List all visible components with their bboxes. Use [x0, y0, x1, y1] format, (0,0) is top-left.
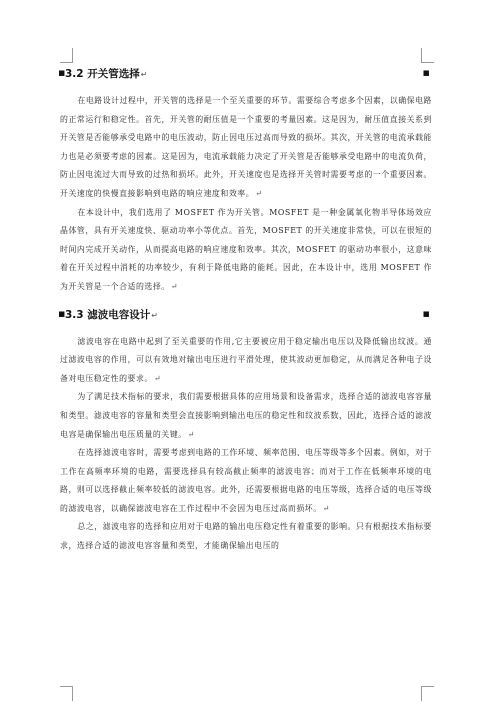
paragraph-mark-icon: ↵ [151, 310, 158, 320]
heading-bullet-icon: ▪ [58, 306, 66, 320]
paragraph-mark-icon: ↵ [140, 70, 148, 79]
heading-bullet-icon: ▪ [422, 306, 430, 320]
paragraph-text: 为了满足技术指标的要求，我们需要根据具体的应用场景和设备需求，选择合适的滤波电容容量和类型。滤波电容的容量和类型会直接影响到输出电压的稳定性和纹波系数，因此，选择合适的滤波电容是确保输出电压质量的关键。 [60, 392, 432, 439]
paragraph-text: 在电路设计过程中，开关管的选择是一个至关重要的环节。需要综合考虑多个因素，以确保电路的正常运行和稳定性。首先，开关管的耐压值是一个重要的考量因素。这是因为，耐压值直接关系到开关管是否能够承受电路中的电压波动，防止因电压过高而导致的损坏。其次，开关管的电流承载能力也是必须要考虑的因素。这是因为，电流承载能力决定了开关管是否能够承受电路中的电流负荷，防止因电流过大而导致的过热和损坏。此外，开关速度也是选择开关管时需要考虑的一个重要因素。开关速度的快慢直接影响到电路的响应速度和效率。 [60, 96, 432, 198]
paragraph-text: 在选择滤波电容时，需要考虑到电路的工作环境、频率范围、电压等级等多个因素。例如，对于工作在高频率环境的电路，需要选择具有较高截止频率的滤波电容；而对于工作在低频率环境的电路，则可以选择截止频率较低的滤波电容。此外，还需要根据电路的电压等级，选择合适的电压等级的滤波电容，以确保滤波电容在工作过程中不会因为电压过高而损坏。 [60, 448, 432, 513]
section-number: 3.3 [65, 308, 84, 321]
paragraph-text: 在本设计中，我们选用了 MOSFET 作为开关管。MOSFET 是一种金属氧化物半导体场效应晶体管，具有开关速度快、驱动功率小等优点。首先，MOSFET 的开关速度非常快，可以在很短的时间内完成开关动作，从而提高电路的响应速度和效率。其次，MOSFET 的驱动功率很小，这意味着在开关过程中消耗的功率较少，有利于降低电路的能耗。因此，在本设计中，选用 MOSFET 作为开关管是一个合适的选择。 [60, 207, 432, 291]
crop-mark-bottom-left [60, 686, 73, 701]
section-heading-3-2[interactable] [60, 66, 432, 82]
section-title: 开关管选择 [87, 68, 140, 80]
paragraph-mark-icon: ↵ [187, 429, 195, 439]
section-number: 3.2 [65, 68, 84, 80]
body-paragraph[interactable] [60, 333, 432, 389]
body-paragraph[interactable] [60, 444, 432, 518]
paragraph-mark-icon: ↵ [255, 188, 263, 198]
heading-bullet-icon: ▪ [422, 66, 430, 79]
body-paragraph[interactable] [60, 204, 432, 297]
paragraph-mark-icon: ↵ [322, 503, 330, 513]
paragraph-mark-icon: ↵ [153, 373, 162, 383]
heading-bullet-icon: ▪ [58, 66, 66, 79]
body-paragraph[interactable] [60, 388, 432, 444]
crop-mark-bottom-right [421, 686, 434, 701]
paragraph-text: 总之，滤波电容的选择和应用对于电路的输出电压稳定性有着重要的影响。只有根据技术指标要求，选择合适的滤波电容容量和类型，才能确保输出电压的 [60, 522, 432, 551]
section-heading-3-3[interactable] [60, 307, 432, 323]
body-paragraph[interactable] [60, 92, 432, 204]
paragraph-mark-icon: ↵ [170, 281, 178, 291]
paragraph-text: 滤波电容在电路中起到了至关重要的作用,它主要被应用于稳定输出电压以及降低输出纹波。通过滤波电容的作用，可以有效地对输出电压进行平滑处理，使其波动更加稳定，从而满足各种电子设备对电压稳定性的要求。 [60, 336, 432, 383]
section-title: 滤波电容设计 [87, 308, 151, 321]
document-page [60, 60, 432, 556]
body-paragraph[interactable] [60, 518, 432, 555]
